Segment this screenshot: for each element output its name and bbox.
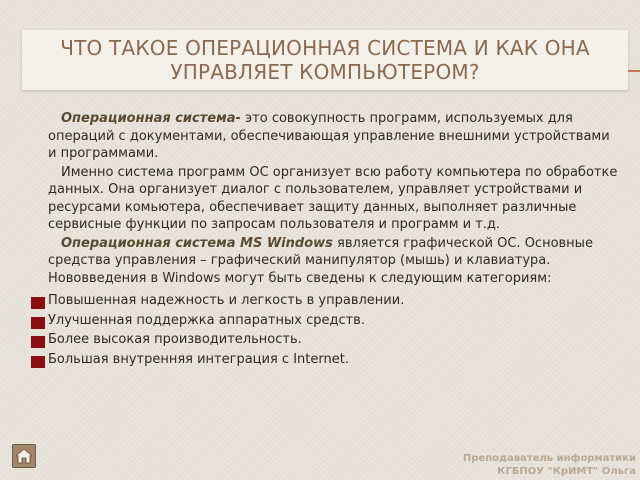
list-item-text: Улучшенная поддержка аппаратных средств.	[48, 312, 365, 328]
term-ms-windows: Операционная система MS Windows	[61, 235, 333, 251]
definition-text: это совокупность программ, используемых для операций с документами, обеспечивающая управление внешними устройствами и программами.	[48, 111, 610, 161]
list-item	[48, 292, 622, 310]
slide-title: ЧТО ТАКОЕ ОПЕРАЦИОННАЯ СИСТЕМА И КАК ОНА УПРАВЛЯЕТ КОМПЬЮТЕРОМ?	[60, 36, 590, 84]
home-icon	[15, 448, 33, 464]
bullet-square-icon	[31, 356, 45, 368]
slide-content	[48, 110, 622, 370]
bullet-square-icon	[31, 297, 45, 309]
bullet-square-icon	[31, 317, 45, 329]
list-item	[48, 351, 622, 369]
title-accent-line	[628, 70, 640, 72]
list-item-text: Более высокая производительность.	[48, 332, 302, 347]
footer-line-1: Преподаватель информатики	[462, 453, 636, 464]
footer-line-2: КГБПОУ "КрИМТ" Ольга	[497, 466, 636, 477]
home-button[interactable]	[12, 444, 36, 468]
innovations-list	[48, 292, 622, 368]
paragraph-definition	[48, 110, 622, 163]
paragraph-windows	[48, 235, 622, 288]
term-operating-system: Операционная система-	[61, 111, 241, 126]
windows-text: является графической ОС. Основные средства управления – графический манипулятор (мышь) и клавиатура. Нововведения в Windows могут быть сведены к следующим категориям:	[48, 235, 593, 286]
list-item	[48, 331, 622, 349]
paragraph-functions: Именно система программ ОС организует всю работу компьютера по обработке данных. Она организует диалог с пользователем, управляет устройствами и ресурсами комьютера, обеспечивает защиту данных, выполняет различные сервисные функции по запросам пользователя и программ и т.д.	[48, 164, 618, 232]
list-item	[48, 312, 622, 330]
title-band	[22, 30, 628, 90]
bullet-square-icon	[31, 336, 45, 348]
author-footer	[376, 452, 636, 478]
list-item-text: Повышенная надежность и легкость в управлении.	[48, 293, 405, 308]
list-item-text: Большая внутренняя интеграция с Internet.	[48, 351, 349, 367]
